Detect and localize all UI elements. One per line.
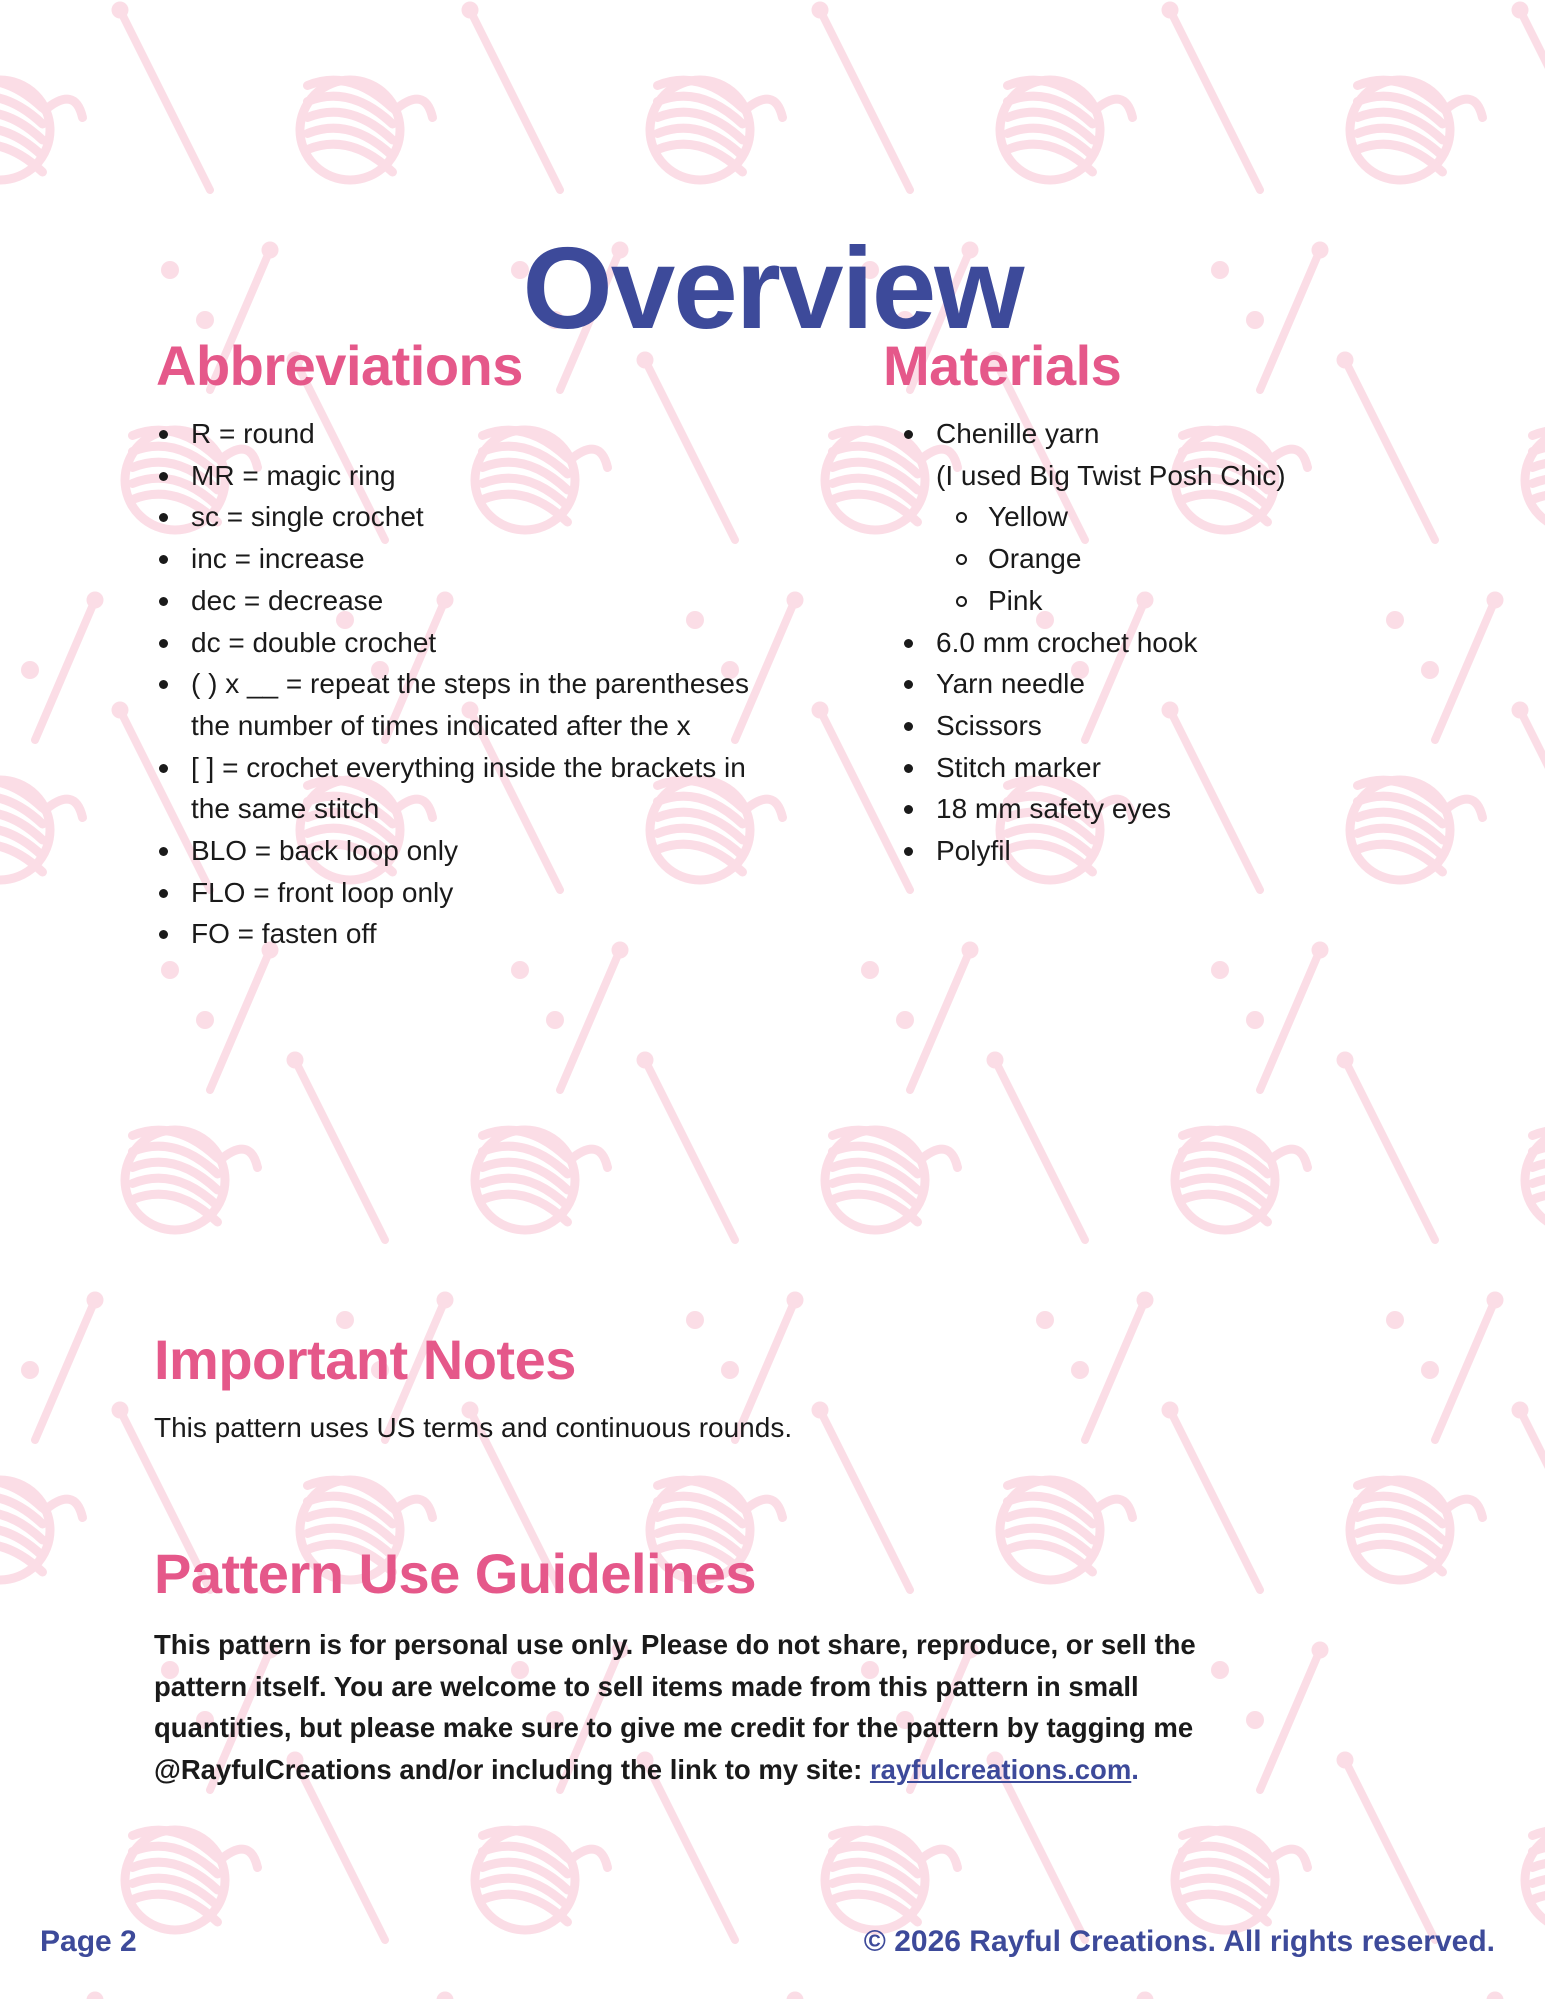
list-item: [ ] = crochet everything inside the brackets in [156, 747, 836, 789]
list-item: dc = double crochet [156, 622, 836, 664]
list-item: inc = increase [156, 538, 836, 580]
guidelines-line: @RayfulCreations and/or including the link to my site: [154, 1754, 870, 1786]
important-notes-heading: Important Notes [154, 1328, 576, 1391]
important-notes-text: This pattern uses US terms and continuous rounds. [154, 1412, 793, 1443]
guidelines-line: quantities, but please make sure to give me credit for the pattern by tagging me [154, 1712, 1194, 1744]
list-item: FO = fasten off [156, 913, 836, 955]
materials-heading: Materials [883, 334, 1122, 397]
list-item: BLO = back loop only [156, 830, 836, 872]
list-item: dec = decrease [156, 580, 836, 622]
list-item-continuation: the same stitch [191, 793, 380, 825]
guidelines-end: . [1131, 1754, 1139, 1786]
list-item-continuation: the number of times indicated after the x [191, 709, 691, 741]
abbreviations-list [156, 413, 836, 955]
sub-list-item: Pink [901, 580, 1401, 622]
sub-list-item: Orange [901, 538, 1401, 580]
list-item: ( ) x __ = repeat the steps in the parentheses [156, 663, 836, 705]
page-title: Overview [522, 222, 1023, 353]
list-item: Scissors [901, 705, 1401, 747]
list-item: Chenille yarn [901, 413, 1401, 455]
list-item: Yarn needle [901, 663, 1401, 705]
list-item: Stitch marker [901, 747, 1401, 789]
copyright-notice: © 2026 Rayful Creations. All rights reserved. [863, 1925, 1495, 1958]
abbreviations-heading: Abbreviations [156, 334, 523, 397]
list-item: 18 mm safety eyes [901, 788, 1401, 830]
materials-list [901, 413, 1401, 872]
list-item: MR = magic ring [156, 455, 836, 497]
list-item: FLO = front loop only [156, 872, 836, 914]
list-item-continuation: (I used Big Twist Posh Chic) [936, 459, 1286, 491]
guidelines-line: This pattern is for personal use only. Please do not share, reproduce, or sell the [154, 1629, 1196, 1660]
sub-list-item: Yellow [901, 496, 1401, 538]
guidelines-heading: Pattern Use Guidelines [154, 1542, 757, 1605]
guidelines-line: pattern itself. You are welcome to sell items made from this pattern in small [154, 1670, 1139, 1702]
list-item: 6.0 mm crochet hook [901, 622, 1401, 664]
list-item: R = round [156, 413, 836, 455]
list-item: sc = single crochet [156, 496, 836, 538]
site-link[interactable]: rayfulcreations.com [869, 1754, 1132, 1786]
page-number: Page 2 [40, 1925, 137, 1958]
list-item: Polyfil [901, 830, 1401, 872]
guidelines-text [154, 1624, 1354, 1791]
